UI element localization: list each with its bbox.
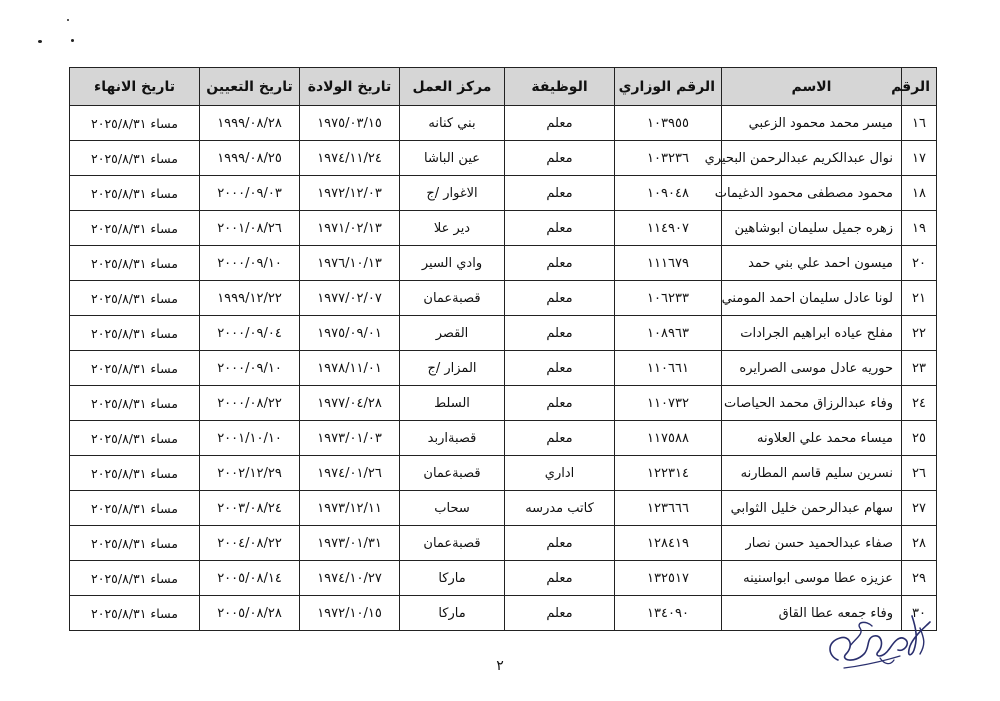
cell-number: ١٦ bbox=[902, 106, 937, 141]
cell-number: ٢٩ bbox=[902, 561, 937, 596]
cell-job: اداري bbox=[505, 456, 615, 491]
cell-name: محمود مصطفى محمود الدغيمات bbox=[722, 176, 902, 211]
header-name: الاسم bbox=[722, 68, 902, 106]
cell-appointment-date: ١٩٩٩/٠٨/٢٨ bbox=[200, 106, 300, 141]
cell-job: معلم bbox=[505, 386, 615, 421]
table-row bbox=[70, 106, 937, 141]
cell-end-date: مساء ٢٠٢٥/٨/٣١ bbox=[70, 281, 200, 316]
cell-workplace: القصر bbox=[400, 316, 505, 351]
cell-end-date: مساء ٢٠٢٥/٨/٣١ bbox=[70, 491, 200, 526]
scan-speck bbox=[67, 19, 69, 21]
cell-ministerial-number: ١١٤٩٠٧ bbox=[615, 211, 722, 246]
cell-workplace: قصبةعمان bbox=[400, 456, 505, 491]
cell-ministerial-number: ١٠٣٢٣٦ bbox=[615, 141, 722, 176]
cell-birth-date: ١٩٧٤/١٠/٢٧ bbox=[300, 561, 400, 596]
cell-number: ١٨ bbox=[902, 176, 937, 211]
cell-job: معلم bbox=[505, 526, 615, 561]
cell-job: معلم bbox=[505, 561, 615, 596]
cell-birth-date: ١٩٧٤/٠١/٢٦ bbox=[300, 456, 400, 491]
cell-birth-date: ١٩٧٣/٠١/٣١ bbox=[300, 526, 400, 561]
cell-end-date: مساء ٢٠٢٥/٨/٣١ bbox=[70, 176, 200, 211]
cell-name: ميسر محمد محمود الزعبي bbox=[722, 106, 902, 141]
cell-birth-date: ١٩٧٨/١١/٠١ bbox=[300, 351, 400, 386]
header-end-date: تاريخ الانهاء bbox=[70, 68, 200, 106]
cell-ministerial-number: ١٠٨٩٦٣ bbox=[615, 316, 722, 351]
cell-workplace: وادي السير bbox=[400, 246, 505, 281]
cell-number: ٢٤ bbox=[902, 386, 937, 421]
cell-job: معلم bbox=[505, 176, 615, 211]
cell-birth-date: ١٩٧٥/٠٣/١٥ bbox=[300, 106, 400, 141]
cell-end-date: مساء ٢٠٢٥/٨/٣١ bbox=[70, 211, 200, 246]
cell-number: ٢٢ bbox=[902, 316, 937, 351]
cell-job: معلم bbox=[505, 141, 615, 176]
cell-workplace: ماركا bbox=[400, 596, 505, 631]
cell-name: وفاء جمعه عطا القاق bbox=[722, 596, 902, 631]
cell-name: حوريه عادل موسى الصرايره bbox=[722, 351, 902, 386]
cell-workplace: عين الباشا bbox=[400, 141, 505, 176]
cell-ministerial-number: ١١٠٦٦١ bbox=[615, 351, 722, 386]
cell-appointment-date: ٢٠٠٠/٠٨/٢٢ bbox=[200, 386, 300, 421]
cell-workplace: المزار /ج bbox=[400, 351, 505, 386]
cell-ministerial-number: ١٠٦٢٣٣ bbox=[615, 281, 722, 316]
cell-end-date: مساء ٢٠٢٥/٨/٣١ bbox=[70, 141, 200, 176]
cell-appointment-date: ٢٠٠٠/٠٩/١٠ bbox=[200, 351, 300, 386]
cell-name: زهره جميل سليمان ابوشاهين bbox=[722, 211, 902, 246]
cell-birth-date: ١٩٧٤/١١/٢٤ bbox=[300, 141, 400, 176]
cell-job: معلم bbox=[505, 596, 615, 631]
cell-job: معلم bbox=[505, 246, 615, 281]
header-birth-date: تاريخ الولادة bbox=[300, 68, 400, 106]
cell-appointment-date: ٢٠٠٠/٠٩/١٠ bbox=[200, 246, 300, 281]
scan-speck bbox=[38, 40, 42, 43]
cell-workplace: قصبةعمان bbox=[400, 281, 505, 316]
cell-job: معلم bbox=[505, 316, 615, 351]
cell-ministerial-number: ١٢٣٦٦٦ bbox=[615, 491, 722, 526]
cell-name: مفلح عياده ابراهيم الجرادات bbox=[722, 316, 902, 351]
scan-speck bbox=[71, 39, 74, 42]
cell-workplace: سحاب bbox=[400, 491, 505, 526]
cell-ministerial-number: ١٢٢٣١٤ bbox=[615, 456, 722, 491]
cell-name: لونا عادل سليمان احمد المومني bbox=[722, 281, 902, 316]
header-job: الوظيفة bbox=[505, 68, 615, 106]
cell-name: نوال عبدالكريم عبدالرحمن البحيري bbox=[722, 141, 902, 176]
header-row bbox=[70, 68, 937, 106]
cell-workplace: بني كنانه bbox=[400, 106, 505, 141]
header-number: الرقم bbox=[902, 68, 937, 106]
cell-appointment-date: ١٩٩٩/١٢/٢٢ bbox=[200, 281, 300, 316]
cell-end-date: مساء ٢٠٢٥/٨/٣١ bbox=[70, 561, 200, 596]
table-row bbox=[70, 176, 937, 211]
cell-job: معلم bbox=[505, 351, 615, 386]
cell-workplace: الاغوار /ج bbox=[400, 176, 505, 211]
cell-appointment-date: ٢٠٠٥/٠٨/١٤ bbox=[200, 561, 300, 596]
table-row bbox=[70, 211, 937, 246]
cell-ministerial-number: ١١٧٥٨٨ bbox=[615, 421, 722, 456]
cell-end-date: مساء ٢٠٢٥/٨/٣١ bbox=[70, 456, 200, 491]
cell-birth-date: ١٩٧١/٠٢/١٣ bbox=[300, 211, 400, 246]
cell-end-date: مساء ٢٠٢٥/٨/٣١ bbox=[70, 596, 200, 631]
cell-job: كاتب مدرسه bbox=[505, 491, 615, 526]
cell-name: سهام عبدالرحمن خليل الثوابي bbox=[722, 491, 902, 526]
cell-name: ميساء محمد علي العلاونه bbox=[722, 421, 902, 456]
cell-appointment-date: ٢٠٠١/١٠/١٠ bbox=[200, 421, 300, 456]
cell-appointment-date: ٢٠٠٤/٠٨/٢٢ bbox=[200, 526, 300, 561]
cell-name: صفاء عبدالحميد حسن نصار bbox=[722, 526, 902, 561]
cell-birth-date: ١٩٧٣/٠١/٠٣ bbox=[300, 421, 400, 456]
cell-ministerial-number: ١١١٦٧٩ bbox=[615, 246, 722, 281]
table-row bbox=[70, 596, 937, 631]
table-row bbox=[70, 316, 937, 351]
cell-ministerial-number: ١٣٤٠٩٠ bbox=[615, 596, 722, 631]
cell-number: ٢١ bbox=[902, 281, 937, 316]
cell-appointment-date: ١٩٩٩/٠٨/٢٥ bbox=[200, 141, 300, 176]
cell-ministerial-number: ١٠٩٠٤٨ bbox=[615, 176, 722, 211]
cell-number: ٢٨ bbox=[902, 526, 937, 561]
header-workplace: مركز العمل bbox=[400, 68, 505, 106]
cell-end-date: مساء ٢٠٢٥/٨/٣١ bbox=[70, 316, 200, 351]
cell-end-date: مساء ٢٠٢٥/٨/٣١ bbox=[70, 386, 200, 421]
cell-number: ٢٣ bbox=[902, 351, 937, 386]
cell-ministerial-number: ١١٠٧٣٢ bbox=[615, 386, 722, 421]
cell-job: معلم bbox=[505, 106, 615, 141]
cell-job: معلم bbox=[505, 211, 615, 246]
cell-number: ٢٠ bbox=[902, 246, 937, 281]
cell-appointment-date: ٢٠٠٠/٠٩/٠٤ bbox=[200, 316, 300, 351]
cell-name: نسرين سليم قاسم المطارنه bbox=[722, 456, 902, 491]
cell-job: معلم bbox=[505, 421, 615, 456]
cell-birth-date: ١٩٧٣/١٢/١١ bbox=[300, 491, 400, 526]
cell-name: وفاء عبدالرزاق محمد الحياصات bbox=[722, 386, 902, 421]
cell-end-date: مساء ٢٠٢٥/٨/٣١ bbox=[70, 526, 200, 561]
cell-name: ميسون احمد علي بني حمد bbox=[722, 246, 902, 281]
table-row bbox=[70, 491, 937, 526]
cell-birth-date: ١٩٧٢/١٢/٠٣ bbox=[300, 176, 400, 211]
table-row bbox=[70, 386, 937, 421]
cell-birth-date: ١٩٧٧/٠٤/٢٨ bbox=[300, 386, 400, 421]
cell-appointment-date: ٢٠٠٢/١٢/٢٩ bbox=[200, 456, 300, 491]
cell-number: ٢٦ bbox=[902, 456, 937, 491]
cell-birth-date: ١٩٧٧/٠٢/٠٧ bbox=[300, 281, 400, 316]
table-row bbox=[70, 351, 937, 386]
cell-end-date: مساء ٢٠٢٥/٨/٣١ bbox=[70, 106, 200, 141]
cell-appointment-date: ٢٠٠٣/٠٨/٢٤ bbox=[200, 491, 300, 526]
cell-number: ٣٠ bbox=[902, 596, 937, 631]
cell-number: ١٧ bbox=[902, 141, 937, 176]
cell-appointment-date: ٢٠٠٠/٠٩/٠٣ bbox=[200, 176, 300, 211]
table-header bbox=[70, 68, 937, 106]
table-row bbox=[70, 421, 937, 456]
cell-workplace: قصبةاربد bbox=[400, 421, 505, 456]
table-row bbox=[70, 141, 937, 176]
signature bbox=[820, 598, 945, 678]
table-row bbox=[70, 561, 937, 596]
employees-table bbox=[69, 67, 937, 631]
table-row bbox=[70, 246, 937, 281]
cell-workplace: قصبةعمان bbox=[400, 526, 505, 561]
cell-birth-date: ١٩٧٦/١٠/١٣ bbox=[300, 246, 400, 281]
header-ministerial-number: الرقم الوزاري bbox=[615, 68, 722, 106]
cell-workplace: دير علا bbox=[400, 211, 505, 246]
cell-birth-date: ١٩٧٢/١٠/١٥ bbox=[300, 596, 400, 631]
header-appointment-date: تاريخ التعيين bbox=[200, 68, 300, 106]
table-row bbox=[70, 456, 937, 491]
table-row bbox=[70, 526, 937, 561]
cell-end-date: مساء ٢٠٢٥/٨/٣١ bbox=[70, 246, 200, 281]
page-number: ٢ bbox=[496, 658, 504, 674]
cell-number: ١٩ bbox=[902, 211, 937, 246]
table-row bbox=[70, 281, 937, 316]
cell-workplace: السلط bbox=[400, 386, 505, 421]
cell-appointment-date: ٢٠٠٥/٠٨/٢٨ bbox=[200, 596, 300, 631]
table-body bbox=[70, 106, 937, 631]
cell-number: ٢٥ bbox=[902, 421, 937, 456]
cell-job: معلم bbox=[505, 281, 615, 316]
cell-appointment-date: ٢٠٠١/٠٨/٢٦ bbox=[200, 211, 300, 246]
cell-ministerial-number: ١٢٨٤١٩ bbox=[615, 526, 722, 561]
cell-number: ٢٧ bbox=[902, 491, 937, 526]
cell-end-date: مساء ٢٠٢٥/٨/٣١ bbox=[70, 421, 200, 456]
cell-name: عزيزه عطا موسى ابواسنينه bbox=[722, 561, 902, 596]
cell-ministerial-number: ١٠٣٩٥٥ bbox=[615, 106, 722, 141]
cell-ministerial-number: ١٣٢٥١٧ bbox=[615, 561, 722, 596]
cell-end-date: مساء ٢٠٢٥/٨/٣١ bbox=[70, 351, 200, 386]
cell-birth-date: ١٩٧٥/٠٩/٠١ bbox=[300, 316, 400, 351]
cell-workplace: ماركا bbox=[400, 561, 505, 596]
